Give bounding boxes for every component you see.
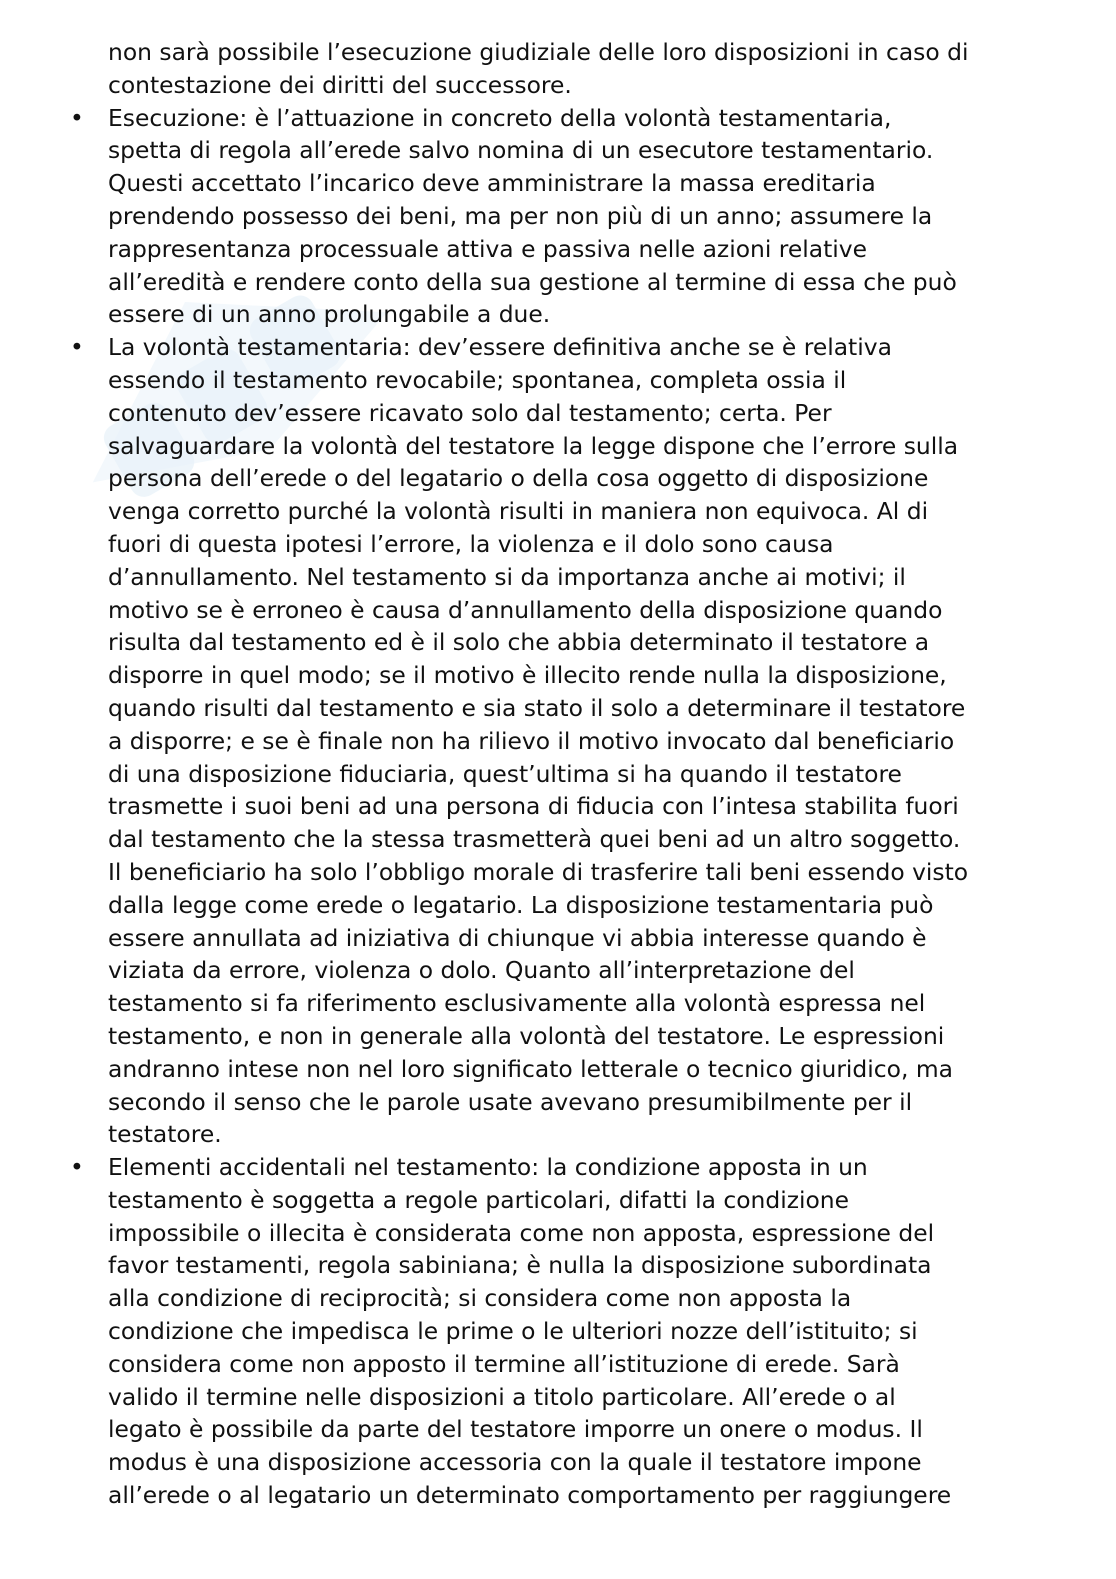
list-item [0,1151,1116,1512]
text-line: testamento si fa riferimento esclusivamente alla volontà espressa nel [108,989,926,1018]
text-line: spetta di regola all’erede salvo nomina di un esecutore testamentario. [108,136,934,165]
text-line: modus è una disposizione accessoria con la quale il testatore impone [108,1448,922,1477]
text-line: non sarà possibile l’esecuzione giudiziale delle loro disposizioni in caso di [108,38,969,66]
bullet-icon: • [70,103,84,132]
bullet-icon: • [70,333,84,362]
text-line: Questi accettato l’incarico deve amministrare la massa ereditaria [108,169,876,198]
list-item [0,102,1116,332]
text-line: legato è possibile da parte del testatore imporre un onere o modus. Il [108,1415,923,1444]
text-line: essere annullata ad iniziativa di chiunque vi abbia interesse quando è [108,923,927,952]
bullet-icon: • [70,1153,84,1182]
text-line: contestazione dei diritti del successore. [108,70,572,99]
text-line: favor testamenti, regola sabiniana; è nulla la disposizione subordinata [108,1251,932,1280]
text-line: all’erede o al legatario un determinato comportamento per raggiungere [108,1481,952,1510]
text-line: considera come non apposto il termine all’istituzione di erede. Sarà [108,1349,900,1378]
text-line: di una disposizione fiduciaria, quest’ultima si ha quando il testatore [108,759,902,788]
text-line: La volontà testamentaria: dev’essere definitiva anche se è relativa [108,333,892,362]
text-line: impossibile o illecita è considerata come non apposta, espressione del [108,1218,935,1247]
text-line: testatore. [108,1120,222,1149]
text-line: d’annullamento. Nel testamento si da importanza anche ai motivi; il [108,562,906,591]
text-line: risulta dal testamento ed è il solo che abbia determinato il testatore a [108,628,930,657]
text-line: valido il termine nelle disposizioni a titolo particolare. All’erede o al [108,1382,896,1411]
text-line: dalla legge come erede o legatario. La disposizione testamentaria può [108,890,934,919]
text-line: condizione che impedisca le prime o le ulteriori nozze dell’istituito; si [108,1317,918,1346]
text-line: secondo il senso che le parole usate avevano presumibilmente per il [108,1087,913,1116]
text-line: motivo se è erroneo è causa d’annullamento della disposizione quando [108,595,943,624]
text-line: a disporre; e se è finale non ha rilievo il motivo invocato dal beneficiario [108,726,955,755]
text-line: andranno intese non nel loro significato letterale o tecnico giuridico, ma [108,1054,953,1083]
text-line: persona dell’erede o del legatario o della cosa oggetto di disposizione [108,464,929,493]
continuation-paragraph [0,36,1116,102]
text-line: prendendo possesso dei beni, ma per non più di un anno; assumere la [108,201,933,230]
text-line: Il beneficiario ha solo l’obbligo morale di trasferire tali beni essendo visto [108,857,969,886]
text-line: Elementi accidentali nel testamento: la condizione apposta in un [108,1153,868,1182]
text-line: essere di un anno prolungabile a due. [108,300,551,329]
text-line: salvaguardare la volontà del testatore la legge dispone che l’errore sulla [108,431,959,460]
text-line: essendo il testamento revocabile; spontanea, completa ossia il [108,365,847,394]
text-line: contenuto dev’essere ricavato solo dal testamento; certa. Per [108,398,832,427]
list-item [0,331,1116,1151]
text-line: dal testamento che la stessa trasmetterà quei beni ad un altro soggetto. [108,825,961,854]
text-line: all’eredità e rendere conto della sua gestione al termine di essa che può [108,267,957,296]
text-line: fuori di questa ipotesi l’errore, la violenza e il dolo sono causa [108,529,834,558]
text-line: Esecuzione: è l’attuazione in concreto della volontà testamentaria, [108,103,892,132]
text-line: alla condizione di reciprocità; si considera come non apposta la [108,1284,852,1313]
text-line: testamento è soggetta a regole particolari, difatti la condizione [108,1185,849,1214]
text-line: rappresentanza processuale attiva e passiva nelle azioni relative [108,234,868,263]
text-line: venga corretto purché la volontà risulti in maniera non equivoca. Al di [108,497,929,526]
text-line: trasmette i suoi beni ad una persona di fiducia con l’intesa stabilita fuori [108,792,959,821]
text-line: disporre in quel modo; se il motivo è illecito rende nulla la disposizione, [108,661,947,690]
text-line: testamento, e non in generale alla volontà del testatore. Le espressioni [108,1021,945,1050]
document-page [0,36,1116,1512]
text-line: quando risulti dal testamento e sia stato il solo a determinare il testatore [108,693,966,722]
text-line: viziata da errore, violenza o dolo. Quanto all’interpretazione del [108,956,855,985]
